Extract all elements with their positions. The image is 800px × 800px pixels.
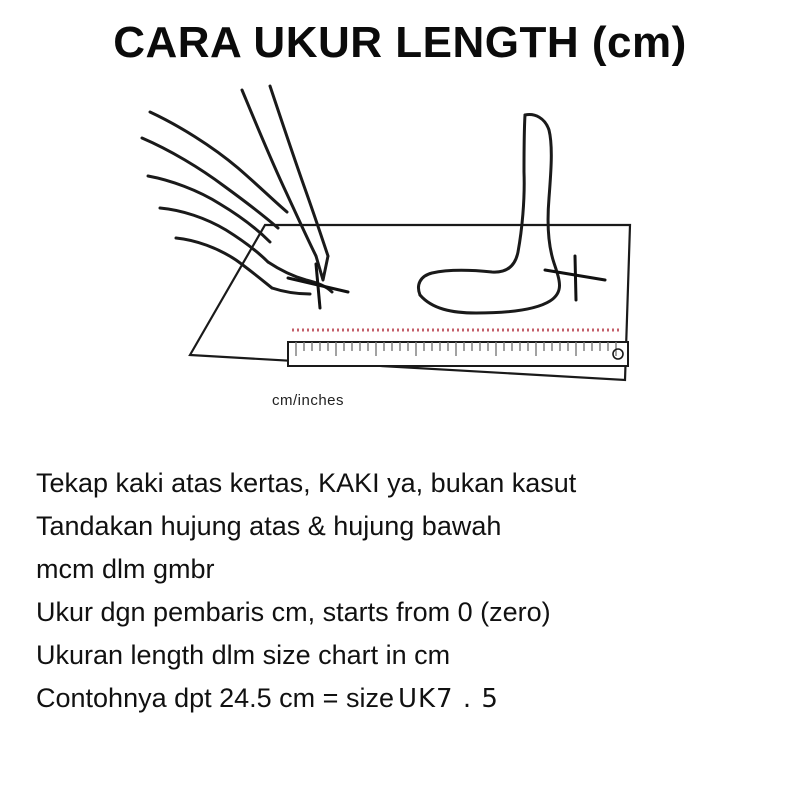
example-text: Contohnya dpt 24.5 cm = size bbox=[36, 683, 394, 713]
list-item: Tandakan hujung atas & hujung bawah bbox=[36, 511, 502, 541]
ruler-shape bbox=[288, 342, 628, 366]
hand-shape bbox=[142, 112, 332, 294]
list-item: Ukur dgn pembaris cm, starts from 0 (zero) bbox=[36, 597, 551, 627]
ruler-caption: cm/inches bbox=[272, 392, 345, 409]
list-item: Ukuran length dlm size chart in cm bbox=[36, 640, 451, 670]
list-item: mcm dlm gmbr bbox=[36, 554, 215, 584]
page-title: CARA UKUR LENGTH (cm) bbox=[113, 18, 687, 67]
foot-outline-shape bbox=[419, 115, 560, 313]
mark-cross-heel bbox=[288, 264, 348, 308]
instruction-list bbox=[36, 462, 781, 721]
example-line bbox=[36, 677, 781, 721]
list-item: Tekap kaki atas kertas, KAKI ya, bukan kasut bbox=[36, 468, 577, 498]
illustration-svg bbox=[120, 80, 680, 430]
example-size-value: UK7 . 5 bbox=[397, 684, 499, 714]
foot-measure-illustration bbox=[120, 80, 680, 430]
